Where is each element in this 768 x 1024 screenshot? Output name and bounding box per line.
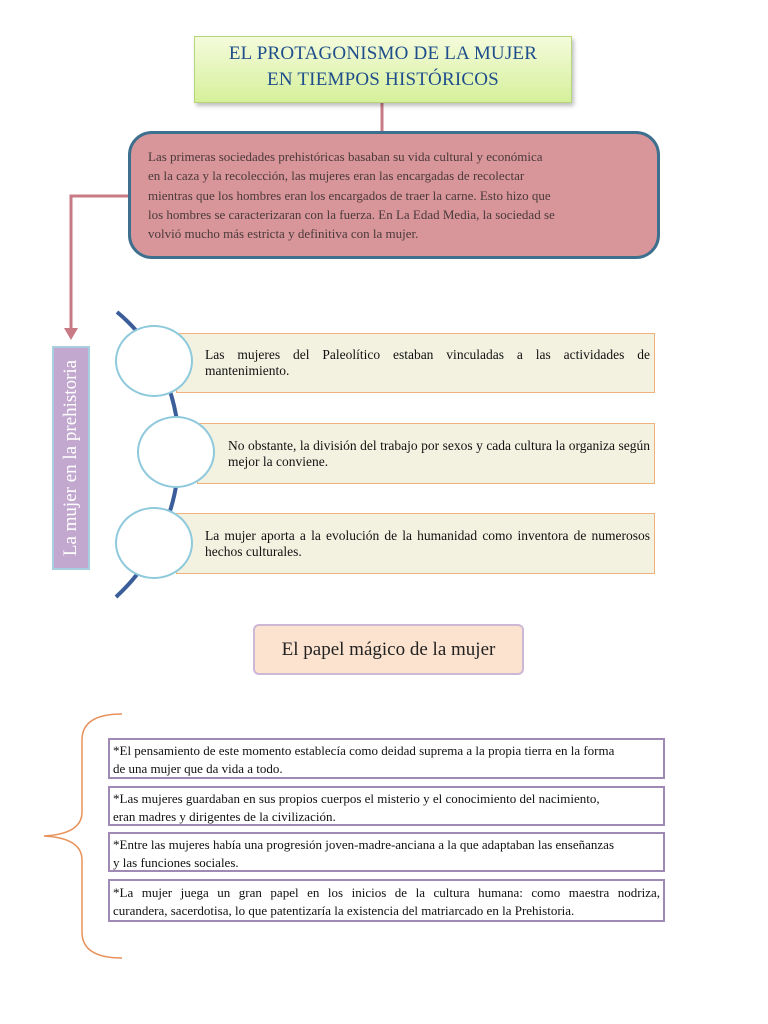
item-text: Las mujeres del Paleolítico estaban vinculadas a las actividades de mantenimiento.: [205, 347, 650, 378]
side-label: [52, 346, 90, 570]
item-box: [176, 513, 655, 574]
intro-arrow-head: [64, 328, 78, 340]
bullet-box: [108, 738, 665, 779]
intro-line: en la caza y la recolección, las mujeres eran las encargadas de recolectar: [148, 168, 525, 184]
magic-role-title: [253, 624, 524, 675]
item-circle: [115, 325, 193, 397]
intro-line: los hombres se caracterizaran con la fuerza. En La Edad Media, la sociedad se: [148, 206, 555, 222]
title-line-1: EL PROTAGONISMO DE LA MUJER: [228, 43, 538, 64]
intro-line: mientras que los hombres eran los encargados de traer la carne. Esto hizo que: [148, 187, 551, 203]
bullet-line: eran madres y dirigentes de la civilización.: [113, 808, 336, 824]
bullet-box: [108, 832, 665, 872]
bullet-line: y las funciones sociales.: [113, 854, 239, 870]
bullet-line: *Las mujeres guardaban en sus propios cuerpos el misterio y el conocimiento del nacimiento,: [113, 791, 600, 806]
item-circle: [137, 416, 215, 488]
item-circle: [115, 507, 193, 579]
title-line-2: EN TIEMPOS HISTÓRICOS: [267, 69, 499, 90]
side-label-text: La mujer en la prehistoria: [60, 359, 81, 557]
bullet-line: *El pensamiento de este momento establecía como deidad suprema a la propia tierra en la forma: [113, 743, 615, 758]
item-text: La mujer aporta a la evolución de la humanidad como inventora de numerosos hechos culturales.: [205, 527, 650, 559]
bullet-box: [108, 786, 665, 826]
intro-line: Las primeras sociedades prehistóricas basaban su vida cultural y económica: [148, 149, 543, 164]
bullet-line: *La mujer juega un gran papel en los inicios de la cultura humana: como maestra nodriza,: [113, 885, 660, 900]
bullet-line: *Entre las mujeres había una progresión joven-madre-anciana a la que adaptaban las enseñanzas: [113, 837, 615, 852]
bullet-line: de una mujer que da vida a todo.: [113, 760, 283, 776]
intro-box: [128, 131, 660, 259]
intro-arrow: [71, 196, 128, 330]
bullet-line: curandera, sacerdotisa, lo que patentizaría la existencia del matriarcado en la Prehistoria.: [113, 902, 575, 918]
magic-role-title-text: El papel mágico de la mujer: [281, 638, 496, 660]
bullet-box: [108, 879, 665, 922]
item-box: [176, 333, 655, 393]
intro-line: volvió mucho más estricta y definitiva con la mujer.: [148, 226, 419, 242]
item-text: No obstante, la división del trabajo por sexos y cada cultura la organiza según mejor la conviene.: [228, 437, 650, 469]
item-box: [197, 423, 655, 484]
title-box: [194, 36, 572, 103]
